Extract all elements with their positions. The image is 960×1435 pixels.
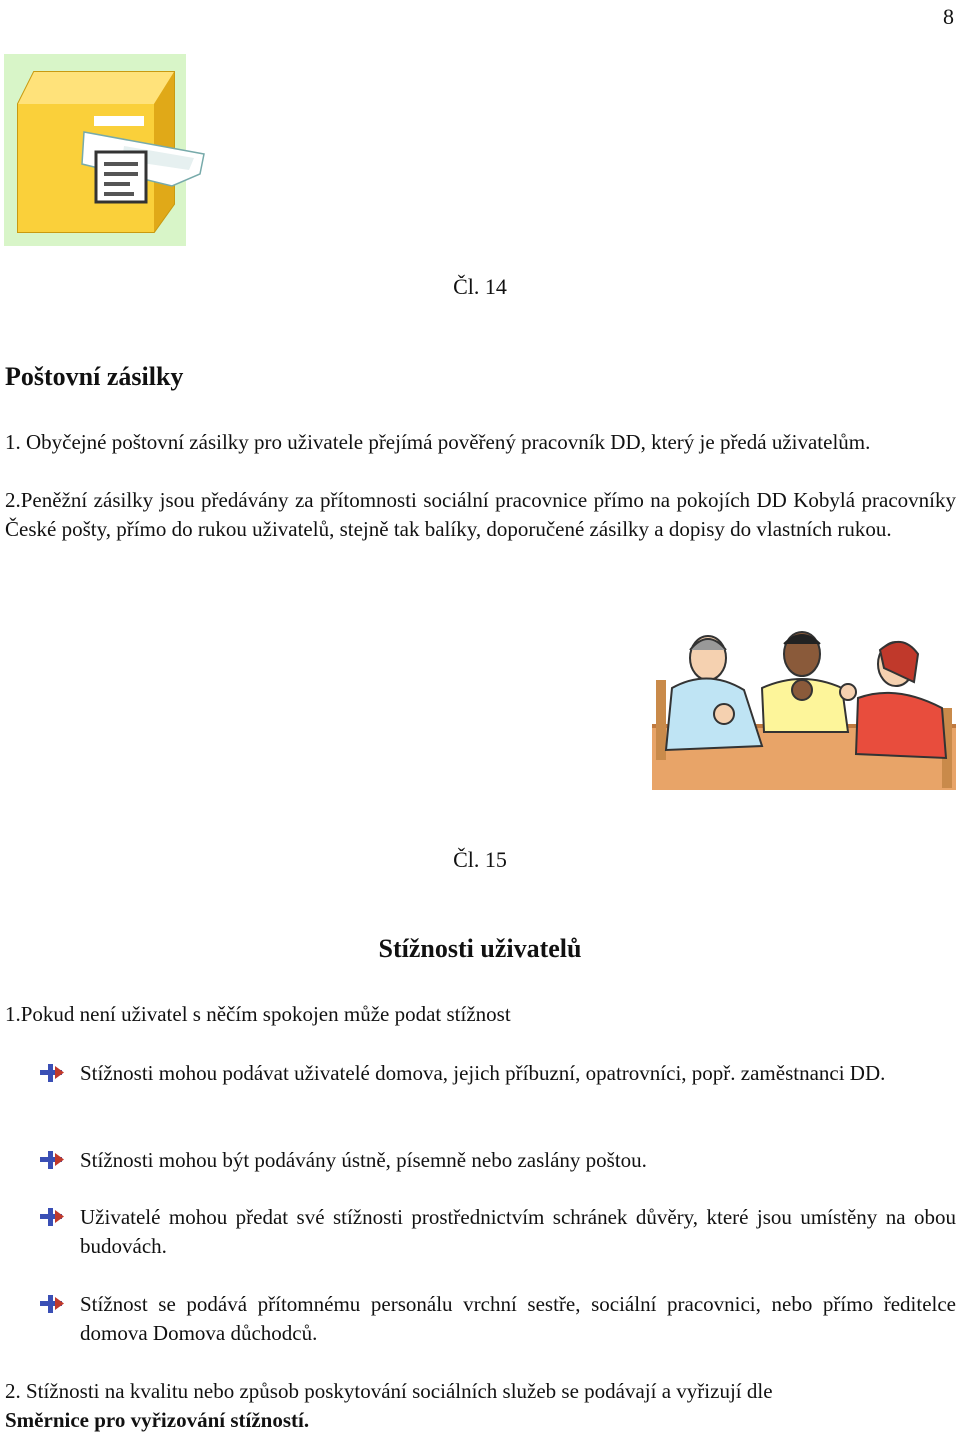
bullet-text: Stížnosti mohou být podávány ústně, písemně nebo zaslány poštou. xyxy=(80,1148,647,1172)
article-14-paragraph-1: 1. Obyčejné poštovní zásilky pro uživatele přejímá pověřený pracovník DD, který je předá uživatelům. xyxy=(5,430,871,454)
bullet-text: Stížnosti mohou podávat uživatelé domova, jejich příbuzní, opatrovníci, popř. zaměstnanci DD. xyxy=(80,1061,886,1085)
article-15-paragraph-2 xyxy=(5,1377,956,1435)
bullet-arrow-icon xyxy=(40,1208,66,1226)
bullet-text: Stížnost se podává přítomnému personálu vrchní sestře, sociální pracovnici, nebo přímo ředitelce domova Domova důchodců. xyxy=(80,1292,956,1345)
article-15-paragraph-2-text: 2. Stížnosti na kvalitu nebo způsob poskytování sociálních služeb se podávají a vyřizují dle xyxy=(5,1379,773,1403)
page-number: 8 xyxy=(943,4,954,29)
bullet-text: Uživatelé mohou předat své stížnosti prostřednictvím schránek důvěry, které jsou umístěny na obou budovách. xyxy=(80,1205,956,1258)
bullet-arrow-icon xyxy=(40,1295,66,1313)
article-14-number: Čl. 14 xyxy=(453,274,507,299)
article-14-heading: Poštovní zásilky xyxy=(5,362,184,391)
meeting-clipart xyxy=(652,628,956,790)
bullet-arrow-icon xyxy=(40,1064,66,1082)
article-14-paragraph-2: 2.Peněžní zásilky jsou předávány za přítomnosti sociální pracovnice přímo na pokojích DD Kobylá pracovníky České pošty, přímo do rukou uživatelů, stejně tak balíky, doporučené zásilky a dopisy do vlastních rukou. xyxy=(5,488,956,541)
bullet-arrow-icon xyxy=(40,1151,66,1169)
directive-title: Směrnice pro vyřizování stížností. xyxy=(5,1408,310,1432)
article-15-heading: Stížnosti uživatelů xyxy=(378,934,582,963)
article-15-paragraph-1: 1.Pokud není uživatel s něčím spokojen může podat stížnost xyxy=(5,1002,511,1026)
mailbox-clipart xyxy=(4,54,216,246)
article-15-number: Čl. 15 xyxy=(453,847,507,872)
